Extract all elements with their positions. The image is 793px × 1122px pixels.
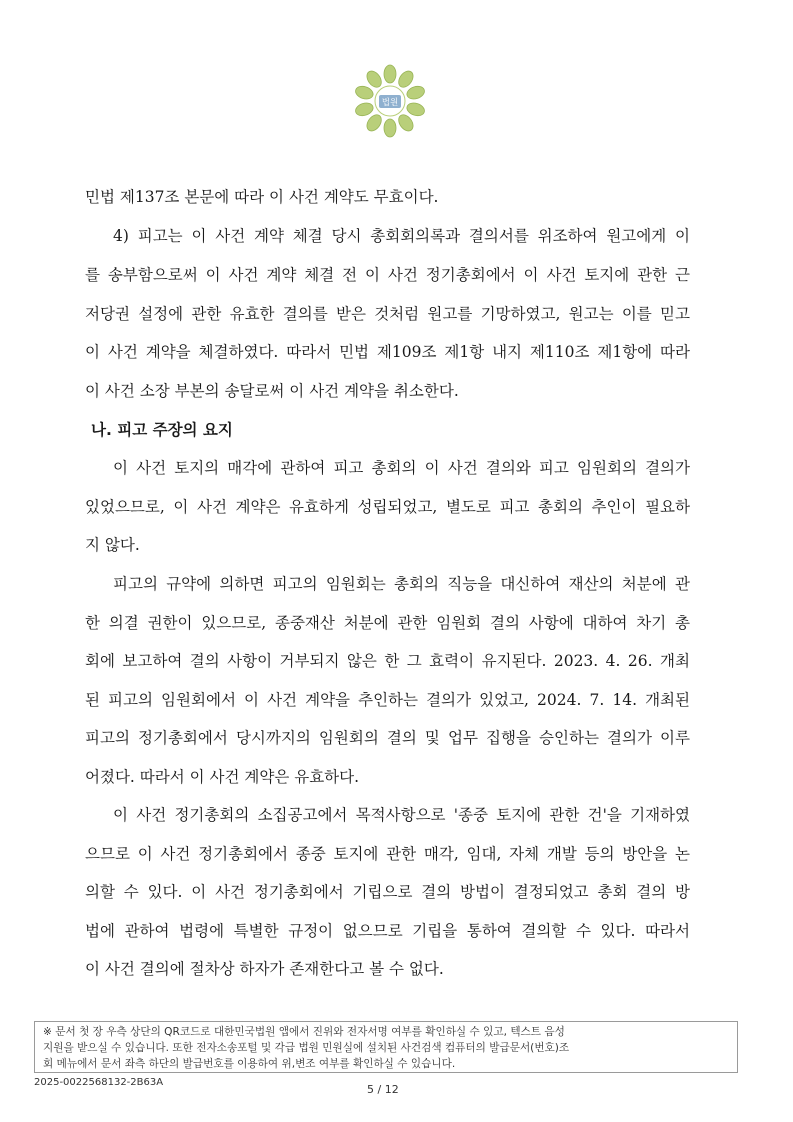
body-line-19: 법에 관하여 법령에 특별한 규정이 없으므로 기립을 통하여 결의할 수 있다. 따라서 [85, 922, 690, 940]
body-line-15: 어졌다. 따라서 이 사건 계약은 유효하다. [85, 768, 360, 786]
body-line-3: 를 송부함으로써 이 사건 계약 체결 전 이 사건 정기총회에서 이 사건 토지에 관한 근 [85, 266, 690, 284]
body-line-14: 피고의 정기총회에서 당시까지의 임원회의 결의 및 업무 집행을 승인하는 결의가 이루 [85, 729, 690, 747]
body-line-4: 저당권 설정에 관한 유효한 결의를 받은 것처럼 원고를 기망하였고, 원고는 이를 믿고 [85, 305, 690, 323]
body-line-9: 지 않다. [85, 536, 140, 554]
body-line-6: 이 사건 소장 부본의 송달로써 이 사건 계약을 취소한다. [85, 382, 459, 400]
page-number: 5 / 12 [367, 1083, 399, 1096]
court-emblem-logo [353, 64, 427, 138]
body-line-16: 이 사건 정기총회의 소집공고에서 목적사항으로 '종중 토지에 관한 건'을 기재하였 [113, 806, 690, 824]
body-line-10: 피고의 규약에 의하면 피고의 임원회는 총회의 직능을 대신하여 재산의 처분에 관 [113, 575, 690, 593]
body-line-11: 한 의결 권한이 있으므로, 종중재산 처분에 관한 임원회 결의 사항에 대하여 차기 총 [85, 614, 690, 632]
section-heading: 나. 피고 주장의 요지 [91, 421, 233, 439]
body-line-1: 민법 제137조 본문에 따라 이 사건 계약도 무효이다. [85, 188, 439, 206]
body-line-2: 4) 피고는 이 사건 계약 체결 당시 총회회의록과 결의서를 위조하여 원고에게 이 [113, 227, 690, 245]
body-line-17: 으므로 이 사건 정기총회에서 종중 토지에 관한 매각, 임대, 자체 개발 등의 방안을 논 [85, 845, 690, 863]
notice-line-2: 지원을 받으실 수 있습니다. 또한 전자소송포털 및 각급 법원 민원실에 설치된 사건검색 컴퓨터의 발급문서(번호)조 [43, 1042, 570, 1054]
svg-text:법원: 법원 [381, 98, 399, 108]
document-number: 2025-0022568132-2B63A [34, 1077, 164, 1088]
body-line-8: 있었으므로, 이 사건 계약은 유효하게 성립되었고, 별도로 피고 총회의 추인이 필요하 [85, 498, 690, 516]
notice-line-3: 회 메뉴에서 문서 좌측 하단의 발급번호를 이용하여 위,변조 여부를 확인하실 수 있습니다. [43, 1058, 456, 1070]
body-line-18: 의할 수 있다. 이 사건 정기총회에서 기립으로 결의 방법이 결정되었고 총회 결의 방 [85, 883, 690, 901]
body-line-20: 이 사건 결의에 절차상 하자가 존재한다고 볼 수 없다. [85, 960, 444, 978]
notice-line-1: ※ 문서 첫 장 우측 상단의 QR코드로 대한민국법원 앱에서 진위와 전자서명 여부를 확인하실 수 있고, 텍스트 음성 [43, 1026, 565, 1038]
body-line-13: 된 피고의 임원회에서 이 사건 계약을 추인하는 결의가 있었고, 2024. 7. 14. 개최된 [85, 691, 690, 709]
body-line-7: 이 사건 토지의 매각에 관하여 피고 총회의 이 사건 결의와 피고 임원회의 결의가 [113, 459, 690, 477]
verification-notice [34, 1021, 738, 1073]
body-line-12: 회에 보고하여 결의 사항이 거부되지 않은 한 그 효력이 유지된다. 2023. 4. 26. 개최 [85, 652, 690, 670]
body-line-5: 이 사건 계약을 체결하였다. 따라서 민법 제109조 제1항 내지 제110조 제1항에 따라 [85, 343, 690, 361]
